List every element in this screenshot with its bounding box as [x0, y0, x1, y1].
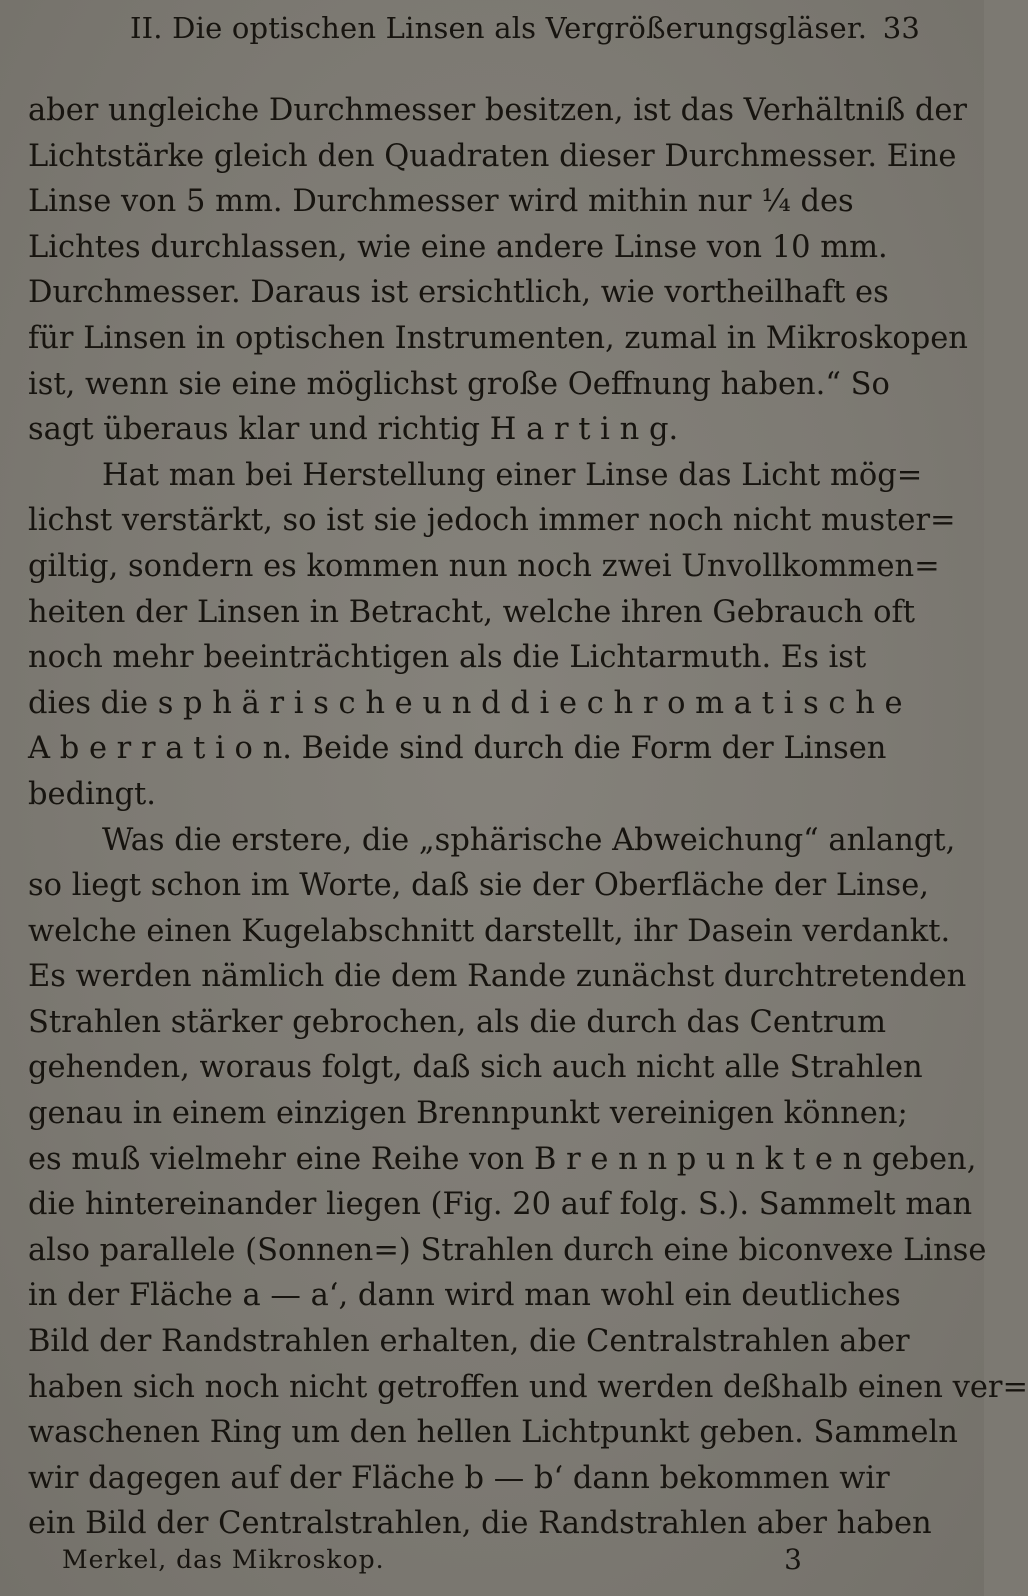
sheet-number: 3	[784, 1543, 802, 1576]
text-line: A b e r r a t i o n. Beide sind durch die Form der Linsen	[28, 731, 887, 767]
text-line: gehenden, woraus folgt, daß sich auch nicht alle Strahlen	[28, 1050, 923, 1086]
text-line: Linse von 5 mm. Durchmesser wird mithin nur ¼ des	[28, 184, 854, 220]
text-line: noch mehr beeinträchtigen als die Lichtarmuth. Es ist	[28, 640, 867, 676]
text-line: lichst verstärkt, so ist sie jedoch immer noch nicht muster=	[28, 503, 956, 539]
paragraph-first-line: Hat man bei Herstellung einer Linse das Licht mög=	[102, 457, 923, 493]
text-line: Es werden nämlich die dem Rande zunächst durchtretenden	[28, 959, 967, 995]
text-line: die hintereinander liegen (Fig. 20 auf folg. S.). Sammelt man	[28, 1187, 973, 1223]
body-text	[28, 88, 1028, 1547]
text-line: genau in einem einzigen Brennpunkt vereinigen können;	[28, 1096, 908, 1132]
text-line: für Linsen in optischen Instrumenten, zumal in Mikroskopen	[28, 320, 968, 356]
text-line: so liegt schon im Worte, daß sie der Oberfläche der Linse,	[28, 868, 929, 904]
text-line: dies die s p h ä r i s c h e u n d d i e c h r o m a t i s c h e	[28, 685, 903, 721]
page-number: 33	[882, 11, 920, 45]
page-footer	[62, 1540, 802, 1580]
text-line: ist, wenn sie eine möglichst große Oeffnung haben.“ So	[28, 366, 890, 402]
text-line: heiten der Linsen in Betracht, welche ihren Gebrauch oft	[28, 594, 916, 630]
chapter-heading: II. Die optischen Linsen als Vergrößerungsgläser.	[130, 11, 868, 45]
text-line: wir dagegen auf der Fläche b — b‘ dann bekommen wir	[28, 1460, 890, 1496]
text-line: welche einen Kugelabschnitt darstellt, ihr Dasein verdankt.	[28, 913, 951, 949]
text-line: waschenen Ring um den hellen Lichtpunkt geben. Sammeln	[28, 1415, 958, 1451]
text-line: bedingt.	[28, 776, 156, 812]
text-line: ein Bild der Centralstrahlen, die Randstrahlen aber haben	[28, 1506, 932, 1542]
text-line: giltig, sondern es kommen nun noch zwei Unvollkommen=	[28, 548, 940, 584]
text-line: Strahlen stärker gebrochen, als die durch das Centrum	[28, 1004, 886, 1040]
text-line: in der Fläche a — a‘, dann wird man wohl ein deutliches	[28, 1278, 901, 1314]
text-line: Lichtes durchlassen, wie eine andere Linse von 10 mm.	[28, 229, 888, 265]
text-line: Durchmesser. Daraus ist ersichtlich, wie vortheilhaft es	[28, 275, 889, 311]
paragraph-first-line: Was die erstere, die „sphärische Abweichung“ anlangt,	[102, 822, 956, 858]
text-line: Lichtstärke gleich den Quadraten dieser Durchmesser. Eine	[28, 138, 957, 174]
signature-mark: Merkel, das Mikroskop.	[62, 1545, 385, 1574]
text-line: Bild der Randstrahlen erhalten, die Centralstrahlen aber	[28, 1324, 910, 1360]
text-line: haben sich noch nicht getroffen und werden deßhalb einen ver=	[28, 1369, 1028, 1405]
text-line: es muß vielmehr eine Reihe von B r e n n p u n k t e n geben,	[28, 1141, 977, 1177]
running-header	[130, 6, 920, 50]
text-line: sagt überaus klar und richtig H a r t i n g.	[28, 412, 679, 448]
text-line: also parallele (Sonnen=) Strahlen durch eine biconvexe Linse	[28, 1232, 987, 1268]
text-line: aber ungleiche Durchmesser besitzen, ist das Verhältniß der	[28, 93, 967, 128]
